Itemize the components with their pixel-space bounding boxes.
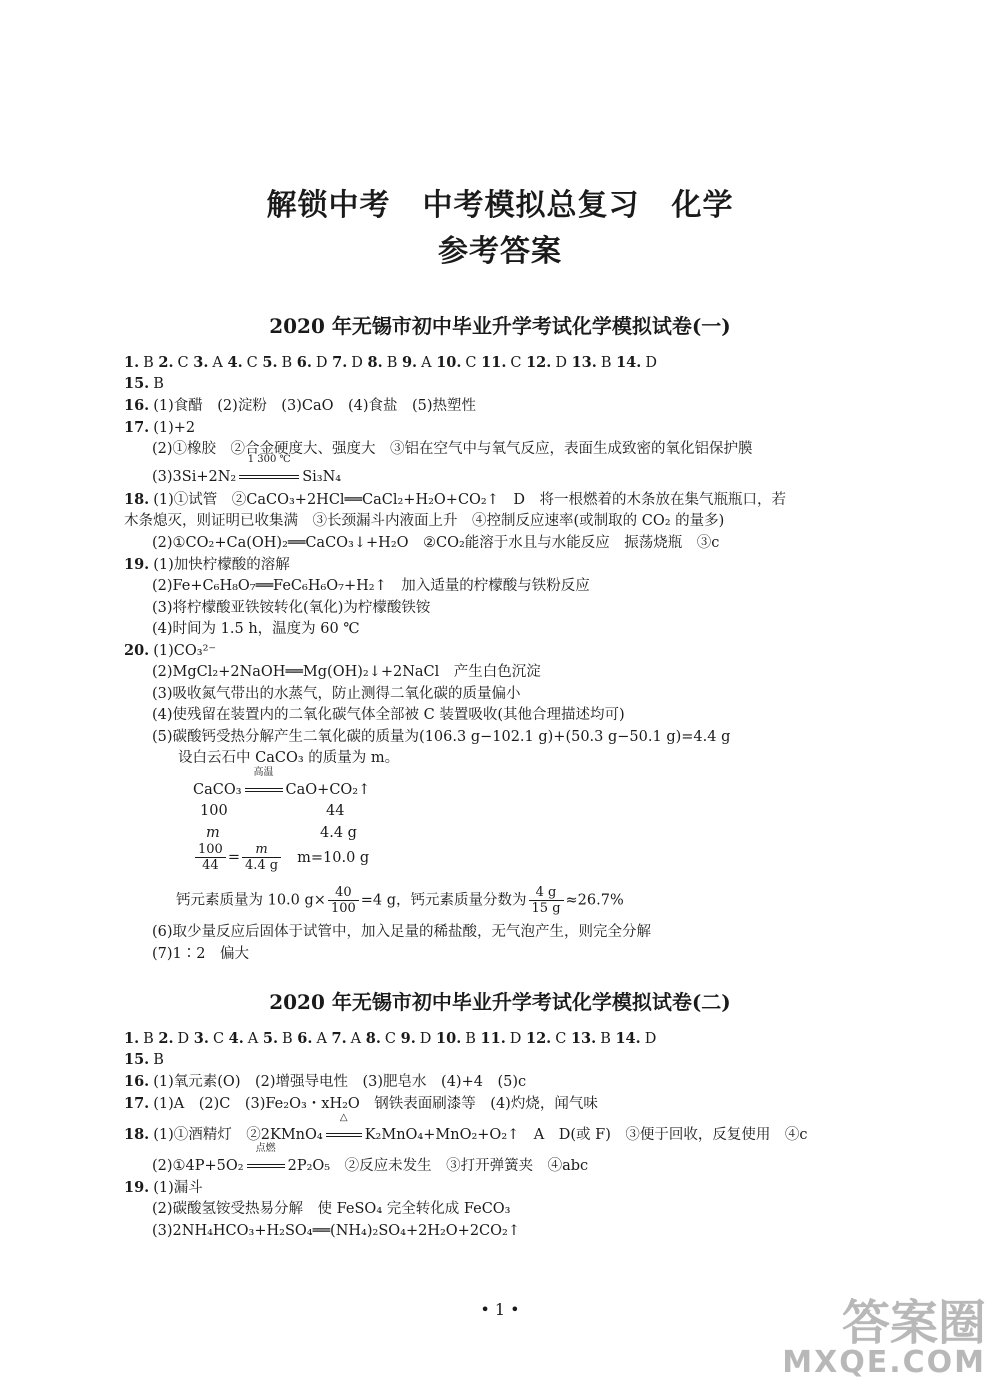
mc-item: 7. D — [332, 354, 363, 371]
answer-17-equation: (3)3Si+2N₂ 1 300 ℃ Si₃N₄ — [152, 454, 342, 485]
mc-item: 4. A — [228, 1030, 259, 1047]
mc-item: 10. B — [436, 1030, 476, 1047]
mc-item: 6. A — [297, 1030, 327, 1047]
mc-item: 11. C — [481, 354, 522, 371]
answer-20-line: (7)1∶2 偏大 — [152, 946, 249, 962]
mc-item: 8. B — [367, 354, 398, 371]
mc-item: 11. D — [480, 1030, 522, 1047]
mc-item: 12. D — [526, 354, 567, 371]
mc-item: 1. B — [124, 1030, 154, 1047]
answer-20-line: (6)取少量反应后固体于试管中，加入足量的稀盐酸，无气泡产生，则完全分解 — [152, 924, 652, 940]
answer-18-line: 木条熄灭，则证明已收集满 ③长颈漏斗内液面上升 ④控制反应速率(或制取的 CO₂ 的量多) — [124, 513, 725, 529]
answer-20-line: (4)使残留在装置内的二氧化碳气体全部被 C 装置吸收(其他合理描述均可) — [152, 707, 625, 723]
fraction: $\frac{40}{100}$ — [328, 885, 359, 916]
decomposition-equation: CaCO₃ 高温 CaO+CO₂↑ — [193, 767, 371, 798]
mc-answers-1 — [124, 353, 657, 373]
mc-item: 13. B — [571, 354, 612, 371]
ratio-value: 4.4 g — [320, 825, 357, 841]
reaction-condition: 1 300 ℃ — [236, 467, 302, 487]
mc-item: 3. A — [193, 354, 223, 371]
answer-16: 16. (1)氧元素(O) (2)增强导电性 (3)肥皂水 (4)+4 (5)c — [124, 1073, 527, 1090]
mc-item: 6. D — [296, 354, 328, 371]
mc-item: 9. D — [400, 1030, 432, 1047]
mc-item: 10. C — [436, 354, 477, 371]
section-title-1: 2020 年无锡市初中毕业升学考试化学模拟试卷(一) — [269, 314, 731, 338]
answer-19-line: (3)将柠檬酸亚铁铵转化(氧化)为柠檬酸铁铵 — [152, 600, 431, 616]
mc-item: 7. A — [331, 1030, 362, 1047]
mc-item: 2. D — [158, 1030, 190, 1047]
mc-item: 9. A — [401, 354, 432, 371]
fraction: $\frac{100}{44}$ — [195, 842, 226, 873]
answer-18-line: (2)①4P+5O₂ 点燃 2P₂O₅ ②反应未发生 ③打开弹簧夹 ④abc — [152, 1143, 589, 1174]
page-subtitle: 参考答案 — [438, 234, 562, 269]
ratio-value: m — [206, 825, 220, 841]
answer-20-line: (3)吸收氮气带出的水蒸气，防止测得二氧化碳的质量偏小 — [152, 686, 521, 702]
mc-item: 13. B — [570, 1030, 611, 1047]
mc-item: 12. C — [526, 1030, 567, 1047]
ratio-value: 100 — [200, 803, 228, 819]
answer-19: 19. (1)加快柠檬酸的溶解 — [124, 556, 290, 573]
fraction: $\frac{4 g}{15 g}$ — [529, 885, 564, 916]
reaction-condition: 点燃 — [244, 1156, 288, 1176]
proportion: $\frac{100}{44}$ = $\frac{m}{4.4 g}$ m=10.0 g — [193, 842, 369, 873]
mc-item: 14. D — [615, 1030, 657, 1047]
answer-20-line: (2)MgCl₂+2NaOH══Mg(OH)₂↓+2NaCl 产生白色沉淀 — [152, 664, 541, 680]
answer-18-line: (2)①CO₂+Ca(OH)₂══CaCO₃↓+H₂O ②CO₂能溶于水且与水能反应 振荡烧瓶 ③c — [152, 535, 720, 551]
watermark: 答案圈 MXQE.COM — [782, 1295, 986, 1380]
answer-18: 18. (1)①酒精灯 ②2KMnO₄ △ K₂MnO₄+MnO₂+O₂↑ A D(或 F) ③便于回收，反复使用 ④c — [124, 1112, 808, 1143]
answer-17: 17. (1)+2 — [124, 419, 196, 436]
answer-17-line: (2)①橡胶 ②合金硬度大、强度大 ③铝在空气中与氧气反应，表面生成致密的氧化铝保护膜 — [152, 441, 753, 457]
answer-15: 15. B — [124, 375, 164, 392]
answer-19-line: (2)Fe+C₆H₈O₇══FeC₆H₆O₇+H₂↑ 加入适量的柠檬酸与铁粉反应 — [152, 578, 590, 594]
answer-20: 20. (1)CO₃²⁻ — [124, 642, 217, 659]
answer-18: 18. (1)①试管 ②CaCO₃+2HCl══CaCl₂+H₂O+CO₂↑ D 将一根燃着的木条放在集气瓶瓶口，若 — [124, 491, 787, 508]
mc-item: 5. B — [262, 354, 293, 371]
reaction-condition: 高温 — [242, 780, 286, 800]
answer-16: 16. (1)食醋 (2)淀粉 (3)CaO (4)食盐 (5)热塑性 — [124, 397, 477, 414]
answer-20-line: (5)碳酸钙受热分解产生二氧化碳的质量为(106.3 g−102.1 g)+(50.3 g−50.1 g)=4.4 g — [152, 729, 731, 745]
answer-19: 19. (1)漏斗 — [124, 1179, 203, 1196]
answer-19-line: (3)2NH₄HCO₃+H₂SO₄══(NH₄)₂SO₄+2H₂O+2CO₂↑ — [152, 1223, 520, 1239]
page-number: • 1 • — [480, 1300, 520, 1319]
mc-item: 8. C — [365, 1030, 397, 1047]
mc-item: 3. C — [193, 1030, 225, 1047]
section-title-2: 2020 年无锡市初中毕业升学考试化学模拟试卷(二) — [269, 990, 731, 1014]
reaction-condition: △ — [323, 1125, 365, 1145]
mc-item: 1. B — [124, 354, 154, 371]
answer-20-line: 设白云石中 CaCO₃ 的质量为 m。 — [178, 750, 400, 766]
mc-item: 4. C — [227, 354, 258, 371]
calcium-calculation: 钙元素质量为 10.0 g× $\frac{40}{100}$ =4 g，钙元素质量分数为 $\frac{4 g}{15 g}$ ≈26.7% — [176, 885, 624, 916]
mc-answers-2 — [124, 1029, 656, 1049]
ratio-value: 44 — [326, 803, 345, 819]
mc-item: 5. B — [262, 1030, 293, 1047]
answer-19-line: (2)碳酸氢铵受热易分解 使 FeSO₄ 完全转化成 FeCO₃ — [152, 1201, 511, 1217]
mc-item: 2. C — [158, 354, 189, 371]
fraction: $\frac{m}{4.4 g}$ — [242, 842, 281, 873]
answer-17: 17. (1)A (2)C (3)Fe₂O₃・xH₂O 钢铁表面刷漆等 (4)灼烧，闻气味 — [124, 1095, 598, 1112]
answer-15: 15. B — [124, 1051, 164, 1068]
answer-19-line: (4)时间为 1.5 h，温度为 60 ℃ — [152, 621, 360, 637]
page-title: 解锁中考 中考模拟总复习 化学 — [266, 188, 734, 223]
mc-item: 14. D — [616, 354, 657, 371]
